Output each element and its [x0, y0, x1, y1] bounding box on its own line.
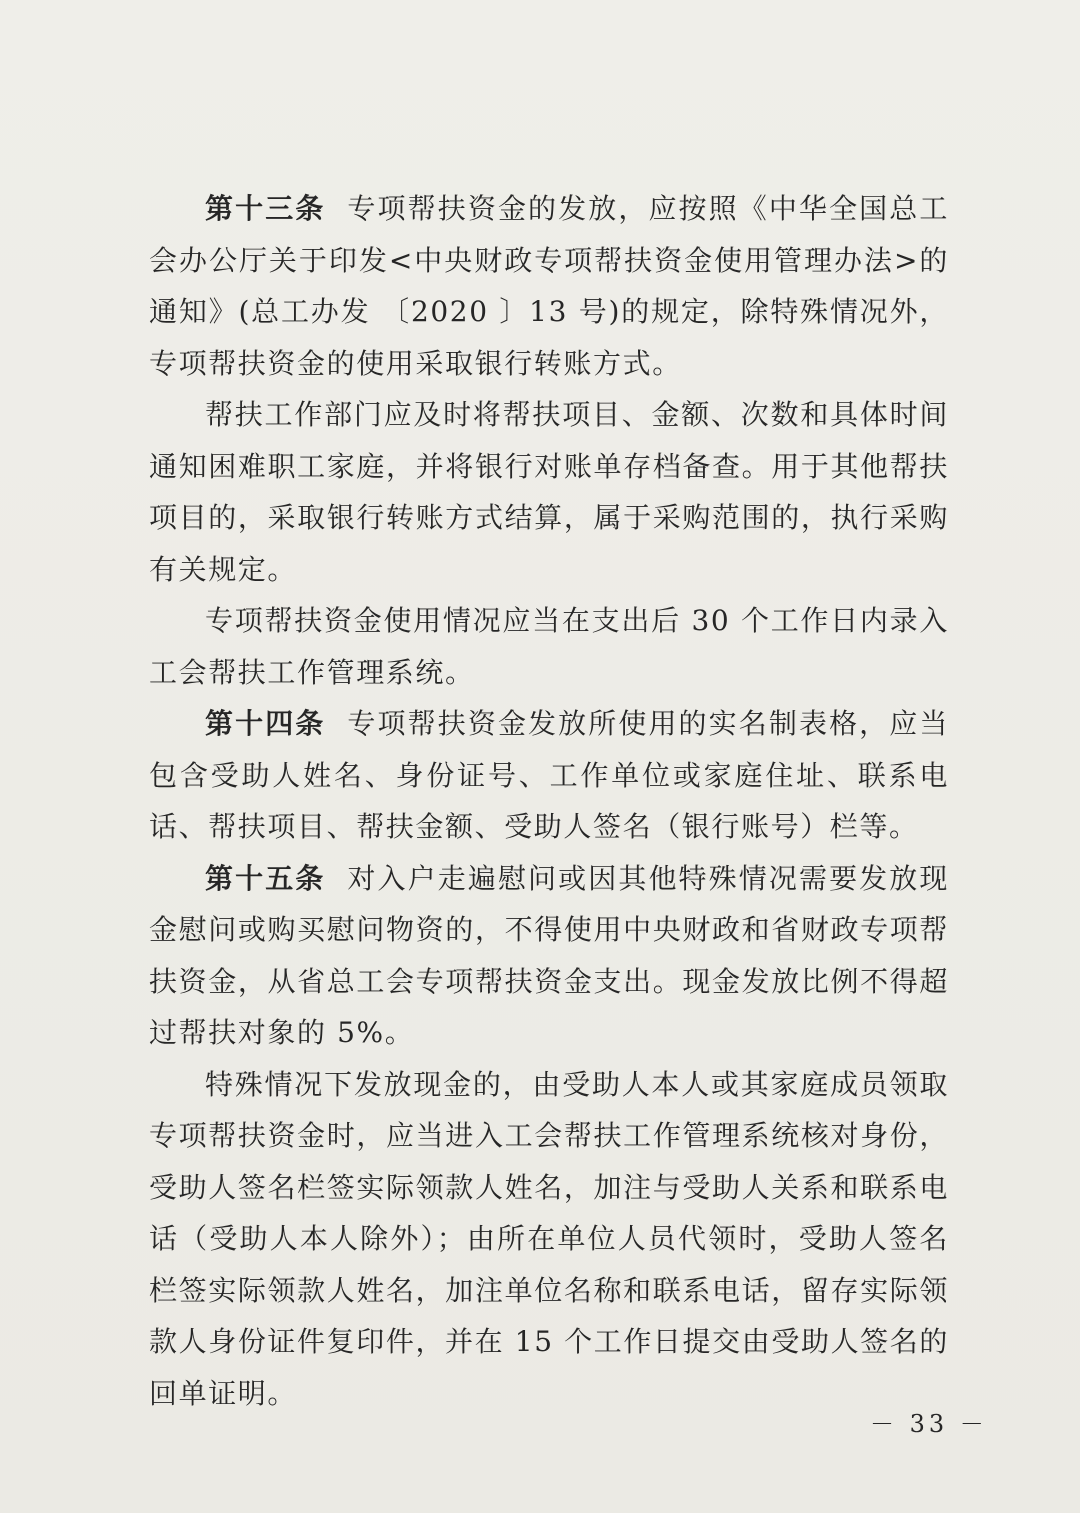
article-title: 第十五条 [205, 861, 326, 895]
paragraph-text: 对入户走遍慰问或因其他特殊情况需要发放现金慰问或购买慰问物资的，不得使用中央财政和省财政专项帮扶资金，从省总工会专项帮扶资金支出。现金发放比例不得超过帮扶对象的 5%。 [149, 861, 949, 1049]
paragraph-text: 专项帮扶资金使用情况应当在支出后 30 个工作日内录入工会帮扶工作管理系统。 [149, 604, 949, 689]
paragraph-text: 专项帮扶资金的发放，应按照《中华全国总工会办公厅关于印发<中央财政专项帮扶资金使用管理办法>的通知》(总工办发 〔2020 〕13 号)的规定，除特殊情况外，专项帮扶资金的使用采取银行转账方式。 [149, 192, 949, 380]
page-number: － 33 － [870, 1410, 988, 1438]
paragraph-article-14 [149, 698, 949, 853]
paragraph-text: 帮扶工作部门应及时将帮扶项目、金额、次数和具体时间通知困难职工家庭，并将银行对账单存档备查。用于其他帮扶项目的，采取银行转账方式结算，属于采购范围的，执行采购有关规定。 [149, 398, 949, 586]
article-title: 第十四条 [205, 707, 326, 740]
article-title: 第十三条 [205, 192, 326, 225]
paragraph [149, 595, 949, 698]
paragraph-text: 专项帮扶资金发放所使用的实名制表格，应当包含受助人姓名、身份证号、工作单位或家庭住址、联系电话、帮扶项目、帮扶金额、受助人签名（银行账号）栏等。 [149, 707, 949, 843]
paragraph-article-15 [149, 853, 949, 1059]
paragraph-text: 特殊情况下发放现金的，由受助人本人或其家庭成员领取专项帮扶资金时，应当进入工会帮扶工作管理系统核对身份，受助人签名栏签实际领款人姓名，加注与受助人关系和联系电话（受助人本人除外）；由所在单位人员代领时，受助人签名栏签实际领款人姓名，加注单位名称和联系电话，留存实际领款人身份证件复印件，并在 15 个工作日提交由受助人签名的回单证明。 [149, 1067, 949, 1410]
paragraph [149, 1059, 949, 1420]
document-body [149, 183, 949, 1419]
paragraph [149, 389, 949, 595]
paragraph-article-13 [149, 183, 949, 389]
